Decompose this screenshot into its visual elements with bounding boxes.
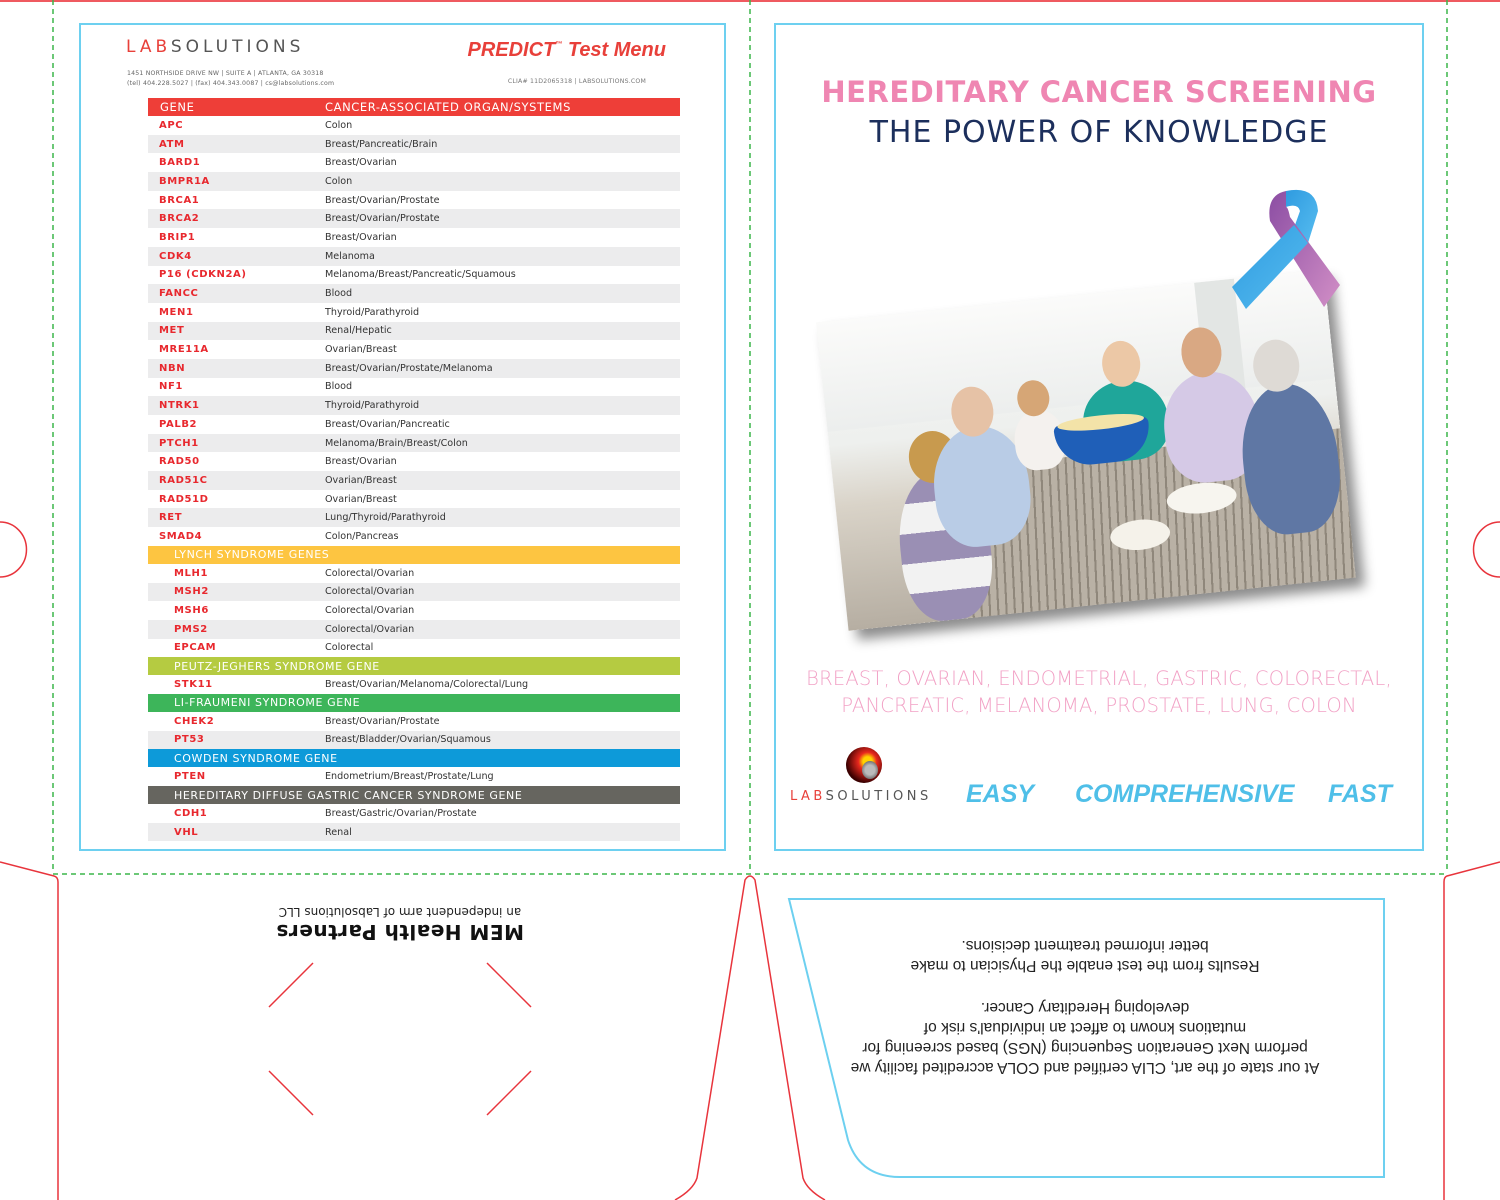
table-row (148, 564, 680, 583)
mem-title: MEM Health Partners (276, 920, 524, 944)
gene-name: RAD51C (159, 474, 208, 486)
organ-systems: Breast/Ovarian (325, 157, 397, 169)
table-row (148, 508, 680, 527)
pocket-p1-line2: perform Next Generation Sequencing (NGS) based screening for (862, 1039, 1308, 1056)
table-row (148, 209, 680, 228)
table-row (148, 340, 680, 359)
gene-name: PT53 (174, 734, 205, 746)
organ-systems: Colon (325, 119, 353, 131)
card-slit-br (487, 1071, 531, 1115)
organ-systems: Blood (325, 381, 353, 393)
organ-systems: Ovarian/Breast (325, 493, 397, 505)
pocket-p1-line3: mutations known to affect an individual's risk of (923, 1019, 1247, 1036)
trademark-symbol: ™ (555, 41, 563, 48)
gene-name: NF1 (159, 381, 183, 393)
table-header (148, 98, 680, 116)
organ-systems: Melanoma (325, 250, 375, 262)
table-row (148, 172, 680, 191)
gene-name: APC (159, 119, 184, 131)
gene-name: SMAD4 (159, 530, 203, 542)
address-line-1: 1451 NORTHSIDE DRIVE NW | SUITE A | ATLANTA, GA 30318 (127, 70, 324, 77)
table-row (148, 116, 680, 135)
organ-systems: Breast/Ovarian/Prostate/Melanoma (325, 362, 493, 374)
table-row (148, 804, 680, 823)
table-row (148, 767, 680, 786)
gene-name: PTCH1 (159, 437, 199, 449)
table-row (148, 378, 680, 397)
awareness-ribbon-icon (1228, 185, 1348, 325)
logo-orb-icon (846, 747, 882, 783)
gene-name: MLH1 (174, 567, 209, 579)
organ-systems: Breast/Ovarian/Prostate (325, 213, 440, 225)
organ-systems: Colorectal (325, 642, 374, 654)
organ-systems: Renal/Hepatic (325, 325, 392, 337)
table-row (148, 490, 680, 509)
table-row (148, 471, 680, 490)
organ-systems: Endometrium/Breast/Prostate/Lung (325, 771, 494, 783)
cover-panel (774, 23, 1424, 851)
organ-systems: Breast/Ovarian/Prostate (325, 715, 440, 727)
gene-name: P16 (CDKN2A) (159, 269, 247, 281)
logo-lab-text: LAB (126, 37, 171, 57)
right-pocket-cut (1444, 862, 1500, 1200)
table-row (148, 247, 680, 266)
organ-systems: Breast/Ovarian/Pancreatic (325, 418, 450, 430)
pocket-description (840, 935, 1330, 1077)
organ-systems: Ovarian/Breast (325, 344, 397, 356)
table-row (148, 266, 680, 285)
table-row (148, 228, 680, 247)
organ-systems: Colorectal/Ovarian (325, 586, 415, 598)
table-row (148, 823, 680, 842)
gene-name: BRIP1 (159, 231, 196, 243)
organ-systems: Breast/Gastric/Ovarian/Prostate (325, 807, 477, 819)
organ-systems: Colorectal/Ovarian (325, 623, 415, 635)
gene-name: MSH6 (174, 605, 209, 617)
mem-subtitle: an independent arm of Labsolutions LLC (278, 905, 522, 919)
left-notch (0, 522, 26, 577)
tagline-fast: FAST (1328, 780, 1392, 808)
right-notch (1474, 522, 1500, 577)
organ-systems: Colon/Pancreas (325, 530, 399, 542)
table-row (148, 601, 680, 620)
organ-systems: Thyroid/Parathyroid (325, 306, 420, 318)
table-row (148, 583, 680, 602)
left-pocket-cut (0, 862, 58, 1200)
gene-name: BMPR1A (159, 175, 210, 187)
organ-systems: Colorectal/Ovarian (325, 567, 415, 579)
table-row (148, 639, 680, 658)
table-row (148, 415, 680, 434)
gene-name: BRCA1 (159, 194, 200, 206)
table-row (148, 153, 680, 172)
gene-name: PTEN (174, 771, 206, 783)
subheadline: THE POWER OF KNOWLEDGE (869, 115, 1329, 150)
header-gene: GENE (160, 100, 195, 114)
table-row (148, 359, 680, 378)
gene-name: CDH1 (174, 807, 208, 819)
gene-name: EPCAM (174, 642, 217, 654)
gene-name: RAD50 (159, 456, 200, 468)
brand-lab-text: LAB (790, 789, 826, 804)
organ-systems: Lung/Thyroid/Parathyroid (325, 512, 446, 524)
gene-name: BARD1 (159, 157, 201, 169)
gene-name: NBN (159, 362, 186, 374)
gene-name: MRE11A (159, 344, 209, 356)
organ-systems: Colon (325, 175, 353, 187)
syndrome-section-header: COWDEN SYNDROME GENE (148, 749, 680, 767)
gene-name: RET (159, 512, 183, 524)
organ-systems: Renal (325, 826, 352, 838)
organ-systems: Colorectal/Ovarian (325, 605, 415, 617)
organ-systems: Melanoma/Brain/Breast/Colon (325, 437, 468, 449)
address-block (127, 69, 334, 89)
gene-name: MEN1 (159, 306, 194, 318)
gene-name: CDK4 (159, 250, 192, 262)
table-row (148, 322, 680, 341)
header-organ: CANCER-ASSOCIATED ORGAN/SYSTEMS (325, 100, 571, 114)
cancer-types-line-2: PANCREATIC, MELANOMA, PROSTATE, LUNG, COLON (841, 694, 1357, 717)
labsolutions-brand-logo (790, 747, 940, 807)
gene-name: VHL (174, 826, 199, 838)
table-row (148, 191, 680, 210)
card-slit-tl (269, 963, 313, 1007)
table-row (148, 675, 680, 694)
labsolutions-logo (126, 37, 304, 57)
syndrome-section-header: LI-FRAUMENI SYNDROME GENE (148, 694, 680, 712)
title-suffix: Test Menu (562, 39, 666, 61)
organ-systems: Breast/Ovarian/Prostate (325, 194, 440, 206)
headline: HEREDITARY CANCER SCREENING (821, 75, 1377, 109)
pocket-p1-line4: developing Hereditary Cancer. (980, 999, 1190, 1016)
table-row (148, 434, 680, 453)
cancer-types-line-1: BREAST, OVARIAN, ENDOMETRIAL, GASTRIC, COLORECTAL, (806, 667, 1392, 690)
organ-systems: Breast/Ovarian (325, 231, 397, 243)
table-row (148, 452, 680, 471)
gene-name: ATM (159, 138, 185, 150)
test-menu-panel (79, 23, 726, 851)
card-slit-bl (269, 1071, 313, 1115)
brand-solutions-text: SOLUTIONS (825, 789, 932, 804)
tagline-easy: EASY (966, 780, 1035, 808)
table-row (148, 135, 680, 154)
card-slit-tr (487, 963, 531, 1007)
organ-systems: Melanoma/Breast/Pancreatic/Squamous (325, 269, 516, 281)
gene-name: MET (159, 325, 185, 337)
pocket-p1-line1: At our state of the art, CLIA certified and COLA accredited facility we (850, 1059, 1320, 1076)
gene-name: STK11 (174, 679, 213, 691)
table-row (148, 527, 680, 546)
syndrome-section-header: PEUTZ-JEGHERS SYNDROME GENE (148, 657, 680, 675)
gene-name: PMS2 (174, 623, 208, 635)
table-row (148, 284, 680, 303)
syndrome-section-header: HEREDITARY DIFFUSE GASTRIC CANCER SYNDROME GENE (148, 786, 680, 804)
gene-name: NTRK1 (159, 400, 200, 412)
table-row (148, 731, 680, 750)
gene-name: CHEK2 (174, 715, 215, 727)
gene-name: PALB2 (159, 418, 198, 430)
tagline-comprehensive: COMPREHENSIVE (1075, 780, 1295, 808)
organ-systems: Breast/Pancreatic/Brain (325, 138, 438, 150)
organ-systems: Breast/Bladder/Ovarian/Squamous (325, 734, 491, 746)
test-menu-title (467, 39, 666, 62)
organ-systems: Ovarian/Breast (325, 474, 397, 486)
gene-name: RAD51D (159, 493, 209, 505)
gene-table (148, 98, 680, 841)
organ-systems: Breast/Ovarian/Melanoma/Colorectal/Lung (325, 679, 529, 691)
pocket-p2-line1: Results from the test enable the Physician to make (910, 957, 1260, 974)
pocket-p2-line2: better informed treatment decisions. (961, 937, 1209, 954)
cancer-types-list (776, 665, 1422, 719)
gene-name: FANCC (159, 288, 199, 300)
organ-systems: Breast/Ovarian (325, 456, 397, 468)
table-row (148, 303, 680, 322)
title-predict: PREDICT (467, 39, 556, 61)
address-line-2: (tel) 404.228.5027 | (fax) 404.343.0087 | cs@labsolutions.com (127, 80, 335, 87)
organ-systems: Thyroid/Parathyroid (325, 400, 420, 412)
gene-name: MSH2 (174, 586, 209, 598)
table-row (148, 712, 680, 731)
center-v-cut (675, 876, 825, 1200)
table-row (148, 396, 680, 415)
organ-systems: Blood (325, 288, 353, 300)
logo-solutions-text: SOLUTIONS (170, 37, 305, 57)
syndrome-section-header: LYNCH SYNDROME GENES (148, 546, 680, 564)
table-row (148, 620, 680, 639)
mem-health-partners-block (270, 905, 530, 944)
gene-name: BRCA2 (159, 213, 200, 225)
clia-number: CLIA# 11D2065318 | LABSOLUTIONS.COM (507, 78, 646, 85)
